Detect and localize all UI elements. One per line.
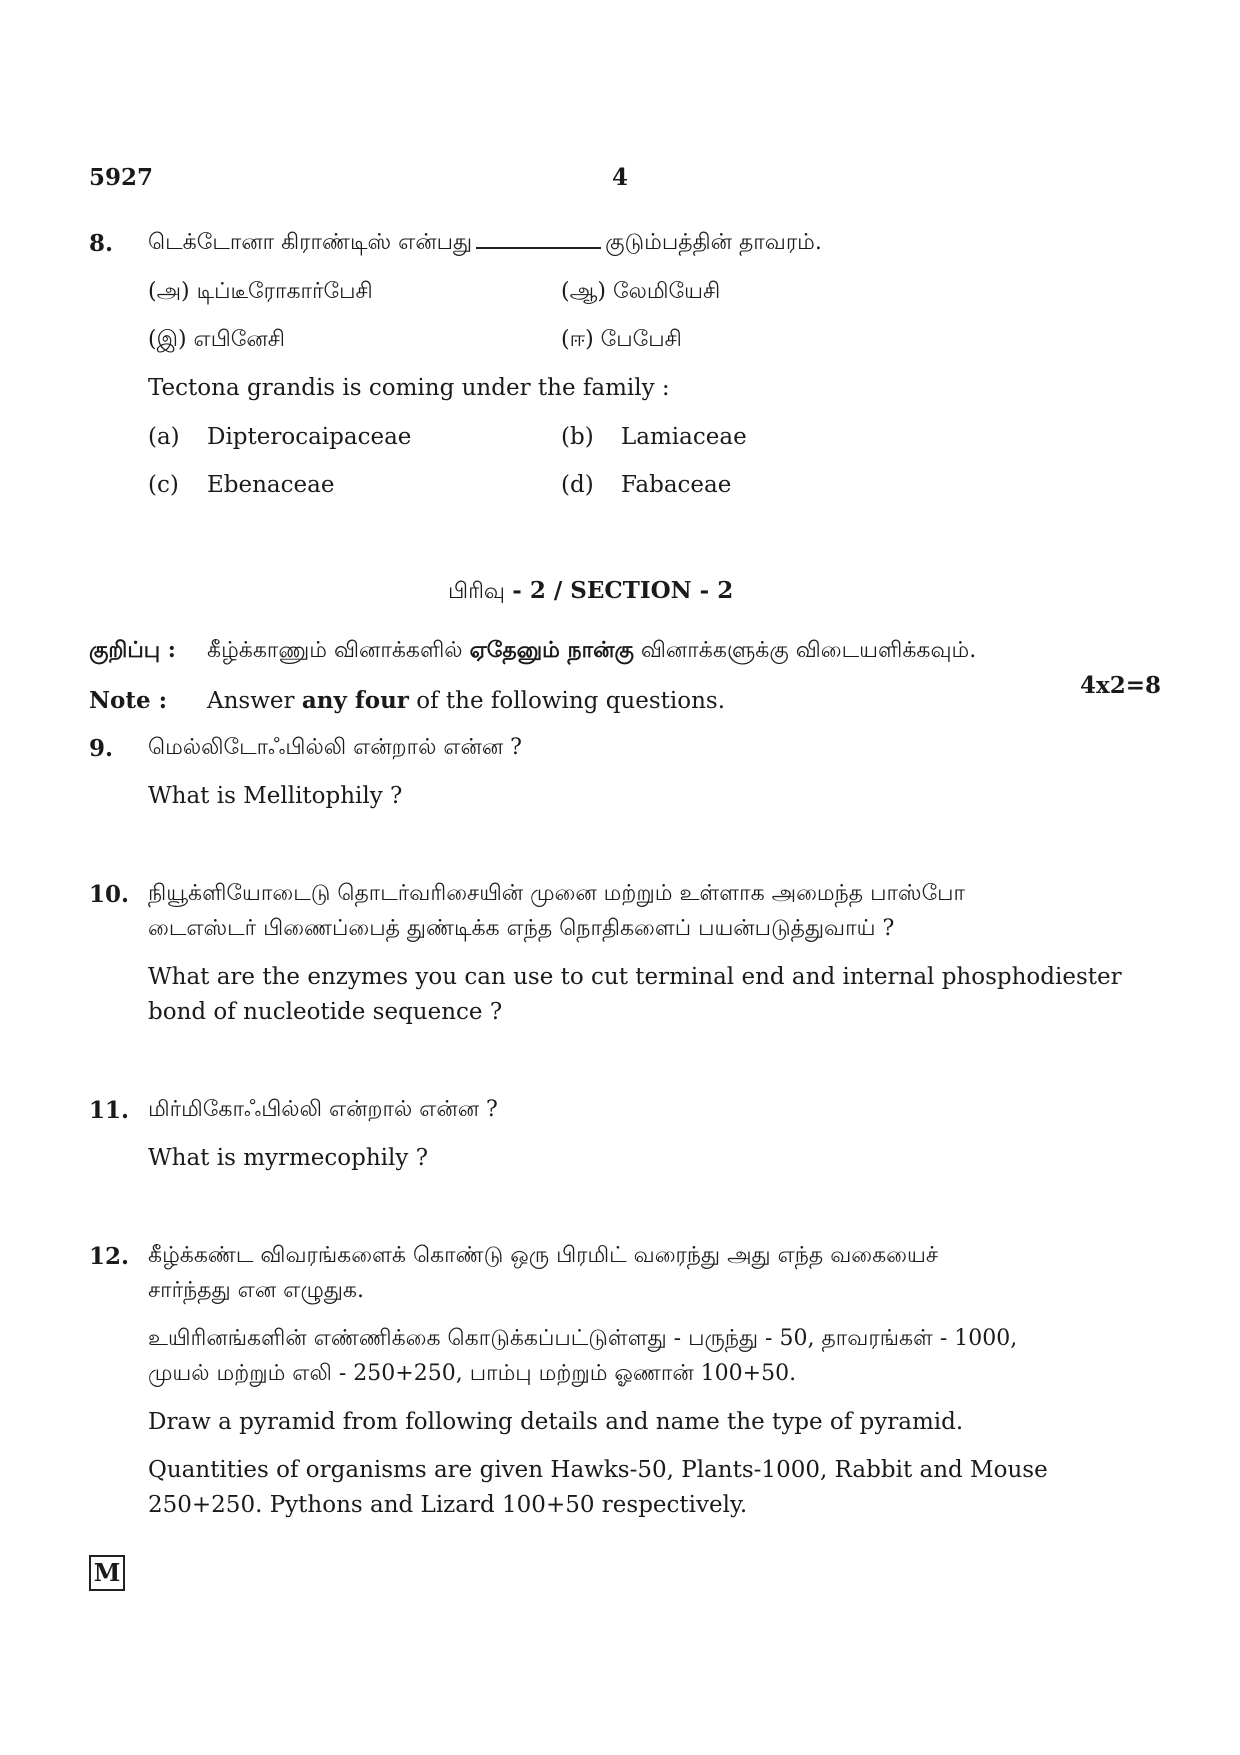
- q8-tamil-stem-after: குடும்பத்தின் தாவரம்.: [605, 230, 822, 255]
- q10-tamil-line-2: டைஎஸ்டர் பிணைப்பைத் துண்டிக்க எந்த நொதிகளைப் பயன்படுத்துவாய் ?: [148, 916, 895, 941]
- note-english-emphasis: any four: [301, 687, 409, 714]
- q8-tamil-option-c: (இ) எபினேசி: [148, 327, 285, 352]
- marks-allocation: 4x2=8: [1080, 672, 1161, 699]
- q12-tamil-line-2: சார்ந்தது என எழுதுக.: [148, 1278, 364, 1303]
- note-text-english: [207, 687, 725, 714]
- q8-option-d-text: Fabaceae: [621, 472, 732, 498]
- question-number-12: 12.: [89, 1243, 130, 1270]
- q8-option-c-label: (c): [148, 472, 179, 498]
- answer-blank: [476, 246, 601, 249]
- q12-english-line-2: Quantities of organisms are given Hawks-50, Plants-1000, Rabbit and Mouse: [148, 1457, 1048, 1483]
- q8-option-a-text: Dipterocaipaceae: [207, 424, 412, 450]
- note-label-tamil: குறிப்பு :: [89, 637, 176, 663]
- q8-option-c-text: Ebenaceae: [207, 472, 335, 498]
- note-label-english: Note :: [89, 687, 168, 714]
- q8-option-a-label: (a): [148, 424, 180, 450]
- page-number: 4: [612, 164, 629, 191]
- question-number-8: 8.: [89, 230, 114, 257]
- q12-tamil-line-3: உயிரினங்களின் எண்ணிக்கை கொடுக்கப்பட்டுள்ளது - பருந்து - 50, தாவரங்கள் - 1000,: [148, 1326, 1018, 1351]
- question-number-11: 11.: [89, 1097, 130, 1124]
- q8-tamil-stem: [148, 230, 822, 258]
- paper-code: 5927: [89, 164, 154, 191]
- note-english-part-1: Answer: [207, 688, 295, 714]
- section-heading: [448, 577, 733, 607]
- medium-mark-box: M: [89, 1555, 125, 1591]
- q8-english-stem: Tectona grandis is coming under the family :: [148, 375, 670, 401]
- q8-option-b-label: (b): [561, 424, 594, 450]
- section-heading-tamil: பிரிவு: [448, 579, 505, 604]
- q12-english-line-3: 250+250. Pythons and Lizard 100+50 respectively.: [148, 1492, 748, 1518]
- q9-english: What is Mellitophily ?: [148, 783, 403, 809]
- q12-english-line-1: Draw a pyramid from following details and name the type of pyramid.: [148, 1409, 964, 1435]
- q9-tamil: மெல்லிடோஃபில்லி என்றால் என்ன ?: [148, 735, 522, 760]
- note-tamil-emphasis: ஏதேனும் நான்கு: [469, 637, 634, 663]
- q12-tamil-line-4: முயல் மற்றும் எலி - 250+250, பாம்பு மற்றும் ஓணான் 100+50.: [148, 1361, 797, 1386]
- question-number-10: 10.: [89, 881, 130, 908]
- q10-tamil-line-1: நியூக்ளியோடைடு தொடர்வரிசையின் முனை மற்றும் உள்ளாக அமைந்த பாஸ்போ: [148, 881, 966, 906]
- note-text-tamil: [207, 637, 976, 666]
- question-number-9: 9.: [89, 735, 114, 762]
- note-tamil-part-2: வினாக்களுக்கு விடையளிக்கவும்.: [640, 638, 977, 663]
- section-heading-english: - 2 / SECTION - 2: [512, 577, 734, 604]
- q8-tamil-option-a: (அ) டிப்டீரோகார்பேசி: [148, 279, 373, 304]
- q8-tamil-option-d: (ஈ) பேபேசி: [561, 327, 682, 352]
- q12-tamil-line-1: கீழ்க்கண்ட விவரங்களைக் கொண்டு ஒரு பிரமிட் வரைந்து அது எந்த வகையைச்: [148, 1243, 939, 1268]
- note-english-part-2: of the following questions.: [416, 688, 726, 714]
- q11-english: What is myrmecophily ?: [148, 1145, 429, 1171]
- q10-english-line-2: bond of nucleotide sequence ?: [148, 999, 503, 1025]
- note-tamil-part-1: கீழ்க்காணும் வினாக்களில்: [207, 638, 463, 663]
- q8-tamil-option-b: (ஆ) லேமியேசி: [561, 279, 721, 304]
- q10-english-line-1: What are the enzymes you can use to cut terminal end and internal phosphodiester: [148, 964, 1122, 990]
- q8-option-b-text: Lamiaceae: [621, 424, 747, 450]
- q11-tamil: மிர்மிகோஃபில்லி என்றால் என்ன ?: [148, 1097, 498, 1122]
- q8-tamil-stem-before: டெக்டோனா கிராண்டிஸ் என்பது: [148, 230, 473, 255]
- q8-option-d-label: (d): [561, 472, 594, 498]
